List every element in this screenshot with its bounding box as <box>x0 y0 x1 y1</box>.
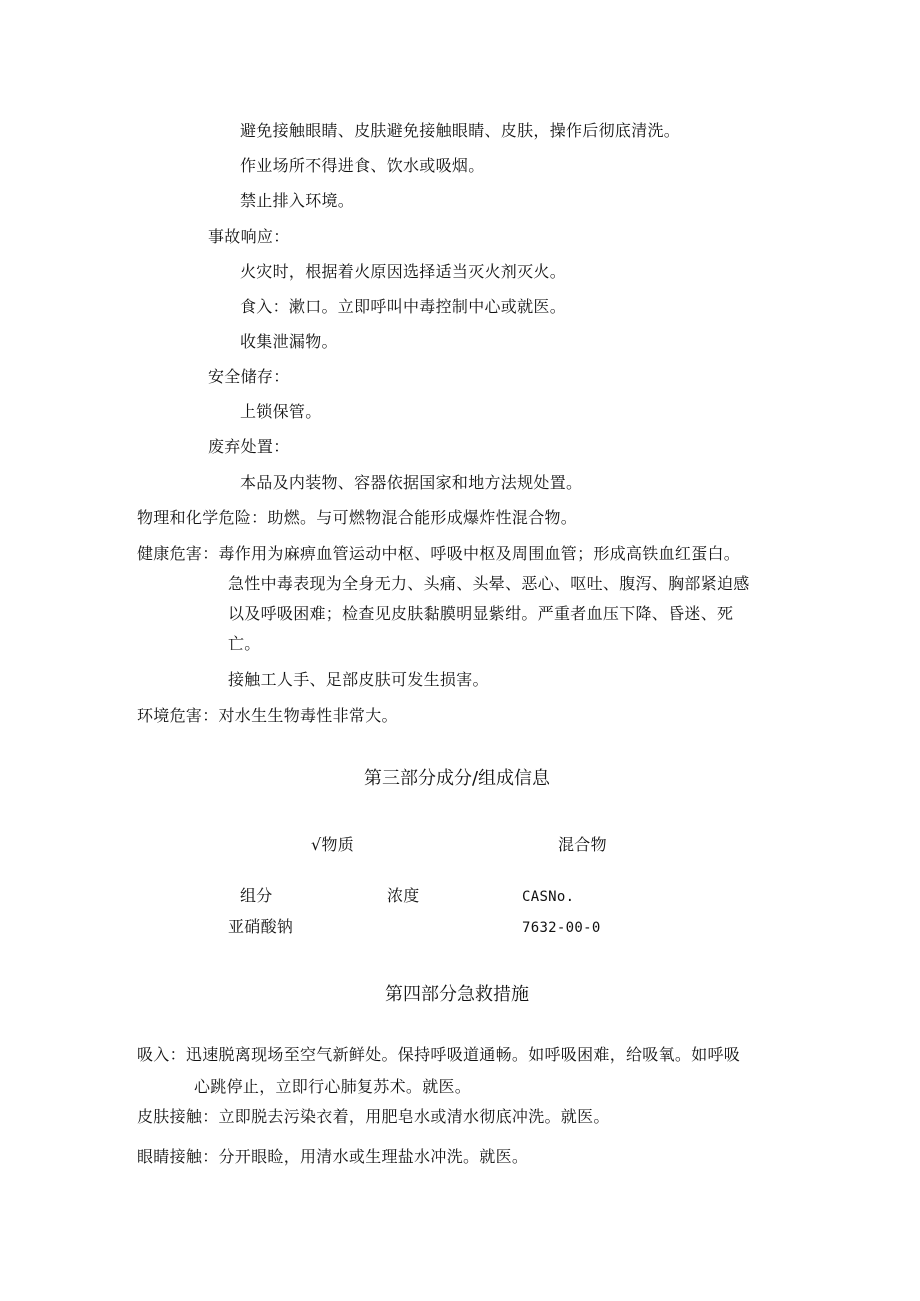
response-line-1: 火灾时，根据着火原因选择适当灭火剂灭火。 <box>240 262 567 281</box>
health-hazard-line-2: 急性中毒表现为全身无力、头痛、头晕、恶心、呕吐、腹泻、胸部紧迫感 <box>228 574 750 593</box>
disposal-line-1: 本品及内装物、容器依据国家和地方法规处置。 <box>240 473 583 492</box>
health-hazard-line-5: 接触工人手、足部皮肤可发生损害。 <box>228 670 489 689</box>
prevention-line-2: 作业场所不得进食、饮水或吸烟。 <box>240 156 485 175</box>
storage-label: 安全储存： <box>208 367 290 386</box>
inhalation-line-1: 吸入：迅速脱离现场至空气新鲜处。保持呼吸道通畅。如呼吸困难，给吸氧。如呼吸 <box>137 1045 741 1064</box>
row-component: 亚硝酸钠 <box>228 917 294 936</box>
inhalation-line-2: 心跳停止，立即行心肺复苏术。就医。 <box>194 1077 472 1096</box>
response-line-2: 食入：漱口。立即呼叫中毒控制中心或就医。 <box>240 297 567 316</box>
health-hazard-line-3: 以及呼吸困难；检查见皮肤黏膜明显紫绀。严重者血压下降、昏迷、死 <box>228 604 734 623</box>
prevention-line-3: 禁止排入环境。 <box>240 191 355 210</box>
disposal-label: 废弃处置： <box>208 437 290 456</box>
section3-title: 第三部分成分/组成信息 <box>363 768 551 789</box>
physchem-hazard: 物理和化学危险：助燃。与可燃物混合能形成爆炸性混合物。 <box>137 508 578 527</box>
response-label: 事故响应： <box>208 227 290 246</box>
health-hazard-line-1: 健康危害：毒作用为麻痹血管运动中枢、呼吸中枢及周围血管；形成高铁血红蛋白。 <box>137 544 741 563</box>
section4-title: 第四部分急救措施 <box>385 984 529 1005</box>
prevention-line-1: 避免接触眼睛、皮肤避免接触眼睛、皮肤，操作后彻底清洗。 <box>240 121 681 140</box>
health-hazard-line-4: 亡。 <box>228 634 261 653</box>
response-line-3: 收集泄漏物。 <box>240 332 338 351</box>
env-hazard: 环境危害：对水生生物毒性非常大。 <box>137 706 398 725</box>
eye-contact: 眼睛接触：分开眼睑，用清水或生理盐水冲洗。就医。 <box>137 1147 529 1166</box>
col-component-header: 组分 <box>240 886 273 905</box>
mixture-option: 混合物 <box>558 835 607 854</box>
storage-line-1: 上锁保管。 <box>240 402 322 421</box>
substance-option: √物质 <box>311 835 355 854</box>
col-cas-header: CASNo. <box>522 889 575 905</box>
skin-contact: 皮肤接触：立即脱去污染衣着，用肥皂水或清水彻底冲洗。就医。 <box>137 1107 610 1126</box>
col-concentration-header: 浓度 <box>387 886 420 905</box>
row-cas: 7632-00-0 <box>522 920 601 936</box>
